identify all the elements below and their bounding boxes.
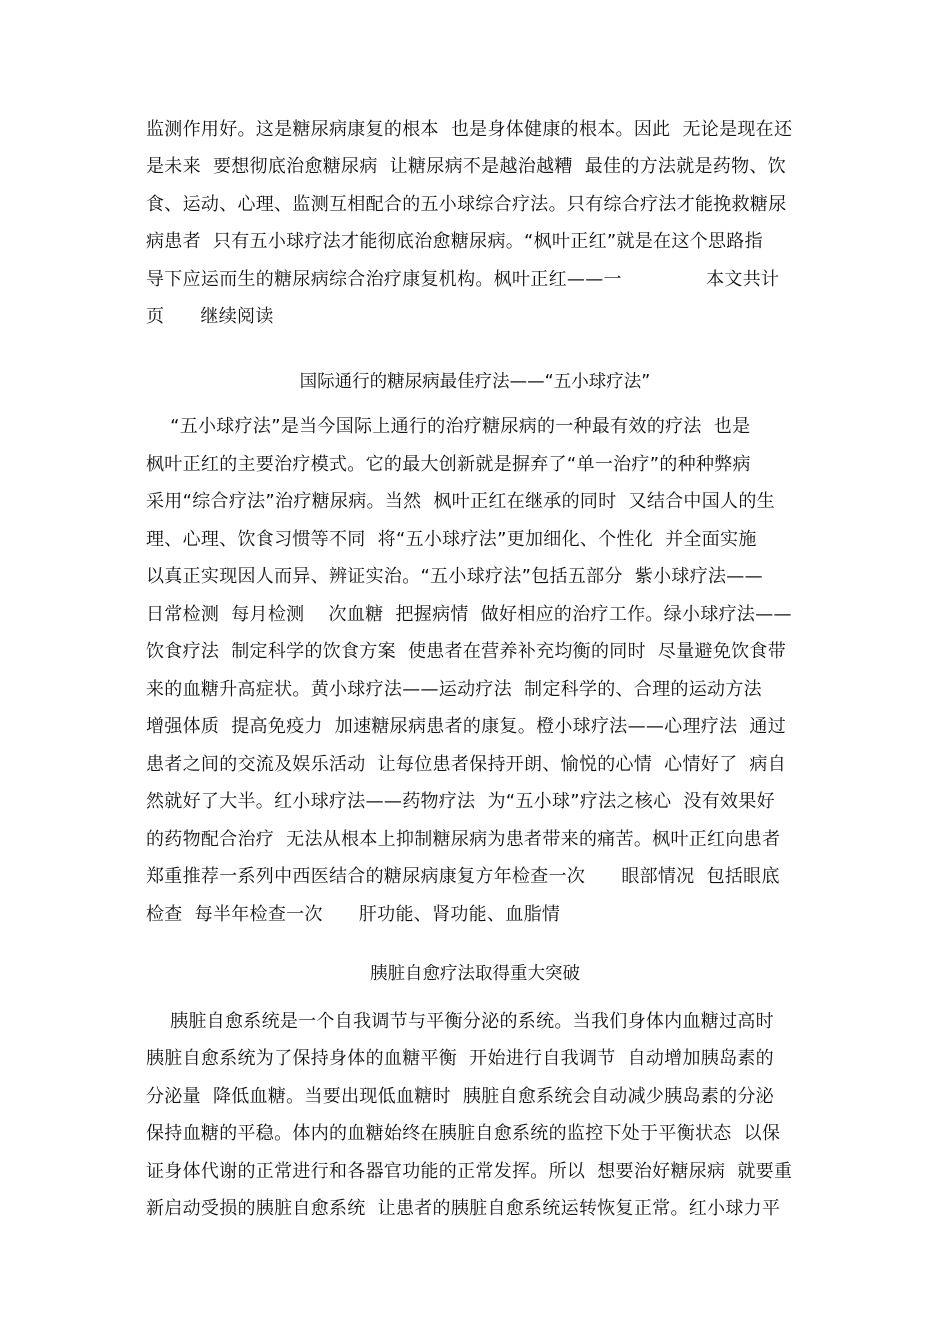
- paragraph-line: 饮食疗法 制定科学的饮食方案 使患者在营养补充均衡的同时 尽量避免饮食带: [146, 641, 787, 662]
- paragraph-line: 证身体代谢的正常进行和各器官功能的正常发挥。所以 想要治好糖尿病 就要重: [146, 1161, 793, 1182]
- paragraph-line: 食、运动、心理、监测互相配合的五小球综合疗法。只有综合疗法才能挽救糖尿: [146, 194, 787, 215]
- paragraph-line: 郑重推荐一系列中西医结合的糖尿病康复方年检查一次 眼部情况 包括眼底: [146, 866, 780, 887]
- section-heading: 国际通行的糖尿病最佳疗法——“五小球疗法”: [299, 372, 651, 392]
- paragraph-line: 患者之间的交流及娱乐活动 让每位患者保持开朗、愉悦的心情 心情好了 病自: [146, 754, 787, 775]
- paragraph-line: 来的血糖升高症状。黄小球疗法——运动疗法 制定科学的、合理的运动方法: [146, 679, 762, 700]
- paragraph-line: 枫叶正红的主要治疗模式。它的最大创新就是摒弃了“单一治疗”的种种弊病: [146, 454, 751, 475]
- paragraph-line: 分泌量 降低血糖。当要出现低血糖时 胰脏自愈系统会自动减少胰岛素的分泌: [146, 1086, 774, 1107]
- paragraph-line: 保持血糖的平稳。体内的血糖始终在胰脏自愈系统的监控下处于平衡状态 以保: [146, 1123, 781, 1144]
- paragraph-line: 增强体质 提高免疫力 加速糖尿病患者的康复。橙小球疗法——心理疗法 通过: [146, 716, 787, 737]
- paragraph-line: 然就好了大半。红小球疗法——药物疗法 为“五小球”疗法之核心 没有效果好: [146, 791, 775, 812]
- paragraph-line: 新启动受损的胰脏自愈系统 让患者的胰脏自愈系统运转恢复正常。红小球力平: [146, 1198, 781, 1219]
- paragraph-line: “五小球疗法”是当今国际上通行的治疗糖尿病的一种最有效的疗法 也是: [146, 416, 751, 437]
- paragraph-line: 理、心理、饮食习惯等不同 将“五小球疗法”更加细化、个性化 并全面实施: [146, 529, 757, 550]
- paragraph-line: 页 继续阅读: [146, 306, 274, 327]
- paragraph-line: 监测作用好。这是糖尿病康复的根本 也是身体健康的根本。因此 无论是现在还: [146, 119, 793, 140]
- paragraph-line: 胰脏自愈系统为了保持身体的血糖平衡 开始进行自我调节 自动增加胰岛素的: [146, 1048, 774, 1069]
- paragraph-line: 日常检测 每月检测 次血糖 把握病情 做好相应的治疗工作。绿小球疗法——: [146, 604, 792, 625]
- paragraph-line: 病患者 只有五小球疗法才能彻底治愈糖尿病。“枫叶正红”就是在这个思路指: [146, 231, 763, 252]
- paragraph-line: 胰脏自愈系统是一个自我调节与平衡分泌的系统。当我们身体内血糖过高时: [146, 1011, 774, 1032]
- paragraph-line: 以真正实现因人而异、辨证实治。“五小球疗法”包括五部分 紫小球疗法——: [146, 566, 763, 587]
- paragraph-line: 是未来 要想彻底治愈糖尿病 让糖尿病不是越治越糟 最佳的方法就是药物、饮: [146, 156, 787, 177]
- paragraph-line: 采用“综合疗法”治疗糖尿病。当然 枫叶正红在继承的同时 又结合中国人的生: [146, 491, 775, 512]
- paragraph-line: 检查 每半年检查一次 肝功能、肾功能、血脂情: [146, 904, 561, 925]
- paragraph-line: 的药物配合治疗 无法从根本上抑制糖尿病为患者带来的痛苦。枫叶正红向患者: [146, 829, 781, 850]
- paragraph-line: 导下应运而生的糖尿病综合治疗康复机构。枫叶正红——一 本文共计: [146, 269, 780, 290]
- section-heading: 胰脏自愈疗法取得重大突破: [370, 964, 580, 984]
